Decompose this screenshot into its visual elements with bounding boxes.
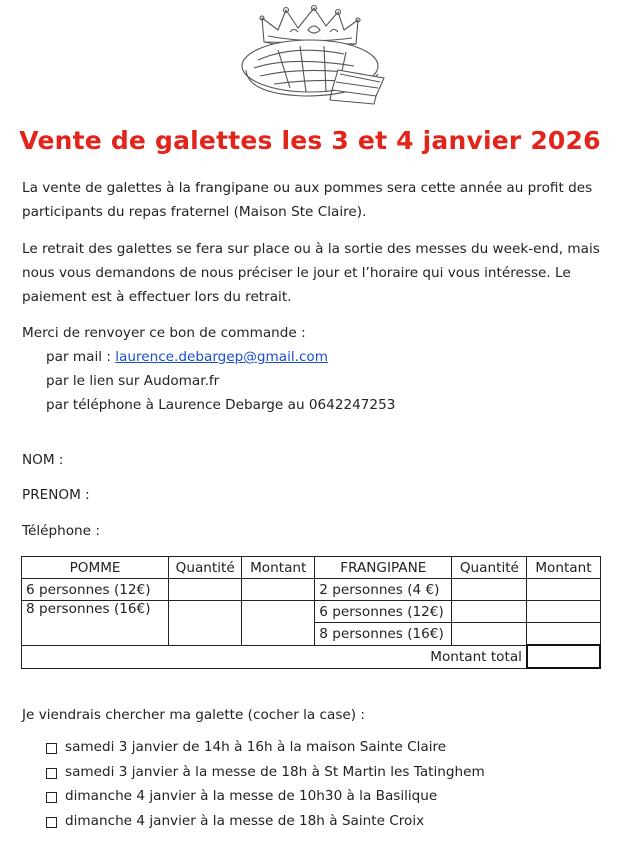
pickup-options-list [46, 739, 485, 837]
pomme-size-cell: 6 personnes (12€) [22, 579, 169, 601]
contact-phone-line: par téléphone à Laurence Debarge au 0642247253 [46, 397, 396, 413]
pomme-amount-cell[interactable] [242, 579, 315, 601]
pomme-quantity-cell[interactable] [169, 579, 242, 601]
page-title: Vente de galettes les 3 et 4 janvier 2026 [19, 126, 601, 155]
pomme-size-cell: 8 personnes (16€) [22, 601, 169, 646]
contact-section [22, 321, 612, 417]
intro-paragraph-1: La vente de galettes à la frangipane ou aux pommes sera cette année au profit des participants du repas fraternel (Maison Ste Claire). [22, 180, 593, 220]
frangipane-amount-cell[interactable] [527, 579, 600, 601]
pomme-quantite-header: Quantité [169, 557, 242, 579]
intro-paragraph-2: Le retrait des galettes se fera sur place ou à la sortie des messes du week-end, mais nous vous demandons de nous préciser le jour et l’horaire qui vous intéresse. Le paiement est à effectuer lors du retrait. [22, 241, 600, 305]
pickup-option[interactable] [46, 813, 485, 838]
frangipane-size-cell: 2 personnes (4 €) [315, 579, 452, 601]
pickup-option[interactable] [46, 764, 485, 789]
pickup-intro: Je viendrais chercher ma galette (cocher la case) : [22, 707, 366, 723]
checkbox-icon[interactable] [46, 768, 57, 779]
pickup-option[interactable] [46, 788, 485, 813]
checkbox-icon[interactable] [46, 792, 57, 803]
frangipane-header: FRANGIPANE [315, 557, 452, 579]
frangipane-quantity-cell[interactable] [452, 623, 527, 646]
contact-email-link[interactable]: laurence.debargep@gmail.com [115, 349, 328, 365]
pickup-option-label: samedi 3 janvier de 14h à 16h à la maison Sainte Claire [65, 739, 447, 755]
frangipane-size-cell: 8 personnes (16€) [315, 623, 452, 646]
frangipane-amount-cell[interactable] [527, 623, 600, 646]
frangipane-quantite-header: Quantité [452, 557, 527, 579]
pomme-amount-cell[interactable] [242, 601, 315, 646]
frangipane-quantity-cell[interactable] [452, 601, 527, 623]
pickup-option-label: dimanche 4 janvier à la messe de 18h à Sainte Croix [65, 812, 425, 829]
contact-heading: Merci de renvoyer ce bon de commande : [22, 325, 306, 341]
pomme-quantity-cell[interactable] [169, 601, 242, 646]
total-amount-cell[interactable] [527, 645, 600, 668]
galette-crown-illustration [234, 4, 394, 109]
pickup-option[interactable] [46, 739, 485, 764]
contact-mail-line [22, 345, 612, 369]
total-label: Montant total [22, 645, 527, 668]
nom-field-label[interactable]: NOM : [22, 452, 64, 468]
order-table-header-row [22, 557, 601, 579]
pickup-option-label: dimanche 4 janvier à la messe de 10h30 à la Basilique [65, 788, 438, 804]
contact-mail-prefix: par mail : [46, 349, 116, 365]
frangipane-size-cell: 6 personnes (12€) [315, 601, 452, 623]
contact-link-line: par le lien sur Audomar.fr [46, 373, 220, 389]
checkbox-icon[interactable] [46, 743, 57, 754]
pickup-option-label: samedi 3 janvier à la messe de 18h à St Martin les Tatinghem [65, 763, 485, 780]
table-row [22, 601, 601, 623]
order-total-row [22, 645, 601, 668]
prenom-field-label[interactable]: PRENOM : [22, 487, 90, 503]
table-row [22, 579, 601, 601]
frangipane-montant-header: Montant [527, 557, 600, 579]
frangipane-amount-cell[interactable] [527, 601, 600, 623]
pomme-montant-header: Montant [242, 557, 315, 579]
frangipane-quantity-cell[interactable] [452, 579, 527, 601]
checkbox-icon[interactable] [46, 817, 57, 828]
telephone-field-label[interactable]: Téléphone : [22, 523, 100, 539]
order-table [21, 556, 601, 669]
pomme-header: POMME [22, 557, 169, 579]
